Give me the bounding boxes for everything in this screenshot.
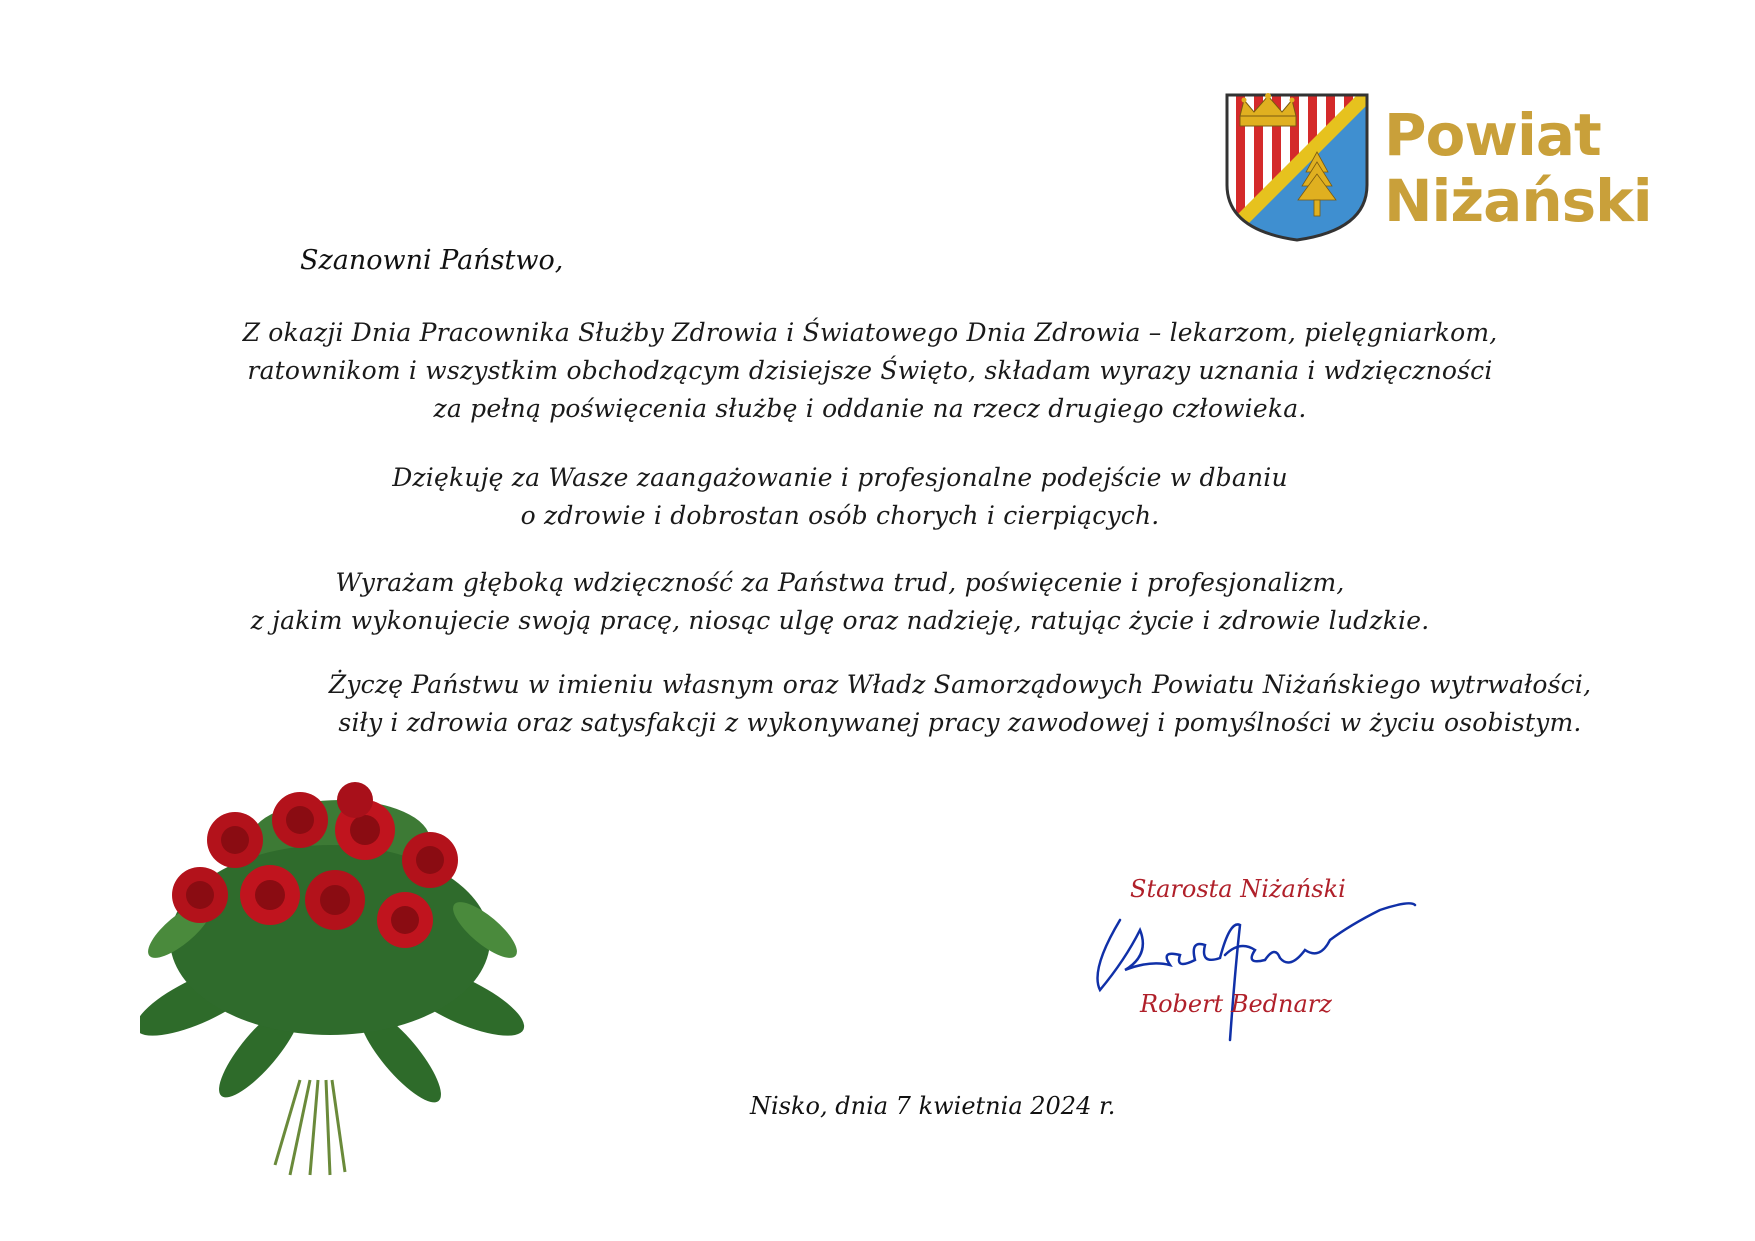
paragraph-line: Z okazji Dnia Pracownika Służby Zdrowia i Światowego Dnia Zdrowia – lekarzom, pielęgniarkom, bbox=[242, 318, 1498, 347]
paragraph-line: siły i zdrowia oraz satysfakcji z wykonywanej pracy zawodowej i pomyślności w życiu osobistym. bbox=[338, 708, 1582, 737]
paragraph-line: o zdrowie i dobrostan osób chorych i cierpiących. bbox=[520, 501, 1160, 530]
signature-block bbox=[1080, 875, 1460, 1075]
county-name bbox=[1384, 102, 1652, 234]
county-logo bbox=[1222, 90, 1652, 250]
greeting: Szanowni Państwo, bbox=[300, 245, 564, 276]
paragraph-2 bbox=[120, 459, 1560, 535]
paragraph-line: Wyrażam głęboką wdzięczność za Państwa trud, poświęcenie i profesjonalizm, bbox=[335, 568, 1345, 597]
handwritten-signature bbox=[1080, 900, 1460, 1060]
paragraph-3 bbox=[120, 564, 1560, 640]
paragraph-line: Życzę Państwu w imieniu własnym oraz Władz Samorządowych Powiatu Niżańskiego wytrwałości, bbox=[328, 670, 1592, 699]
paragraph-1 bbox=[150, 314, 1590, 428]
coat-of-arms-icon bbox=[1222, 90, 1372, 242]
paragraph-line: za pełną poświęcenia służbę i oddanie na rzecz drugiego człowieka. bbox=[433, 394, 1307, 423]
county-name-line2: Niżański bbox=[1384, 167, 1652, 235]
signature-title: Starosta Niżański bbox=[1130, 875, 1346, 903]
rose-bouquet-image bbox=[140, 780, 560, 1180]
paragraph-line: z jakim wykonujecie swoją pracę, niosąc ulgę oraz nadzieję, ratując życie i zdrowie ludzkie. bbox=[250, 606, 1430, 635]
paragraph-line: ratownikom i wszystkim obchodzącym dzisiejsze Święto, składam wyrazy uznania i wdzięczności bbox=[247, 356, 1493, 385]
county-name-line1: Powiat bbox=[1384, 101, 1601, 169]
signature-name: Robert Bednarz bbox=[1140, 990, 1332, 1018]
date-place: Nisko, dnia 7 kwietnia 2024 r. bbox=[750, 1092, 1116, 1120]
paragraph-line: Dziękuję za Wasze zaangażowanie i profesjonalne podejście w dbaniu bbox=[392, 463, 1288, 492]
paragraph-4 bbox=[260, 666, 1660, 742]
